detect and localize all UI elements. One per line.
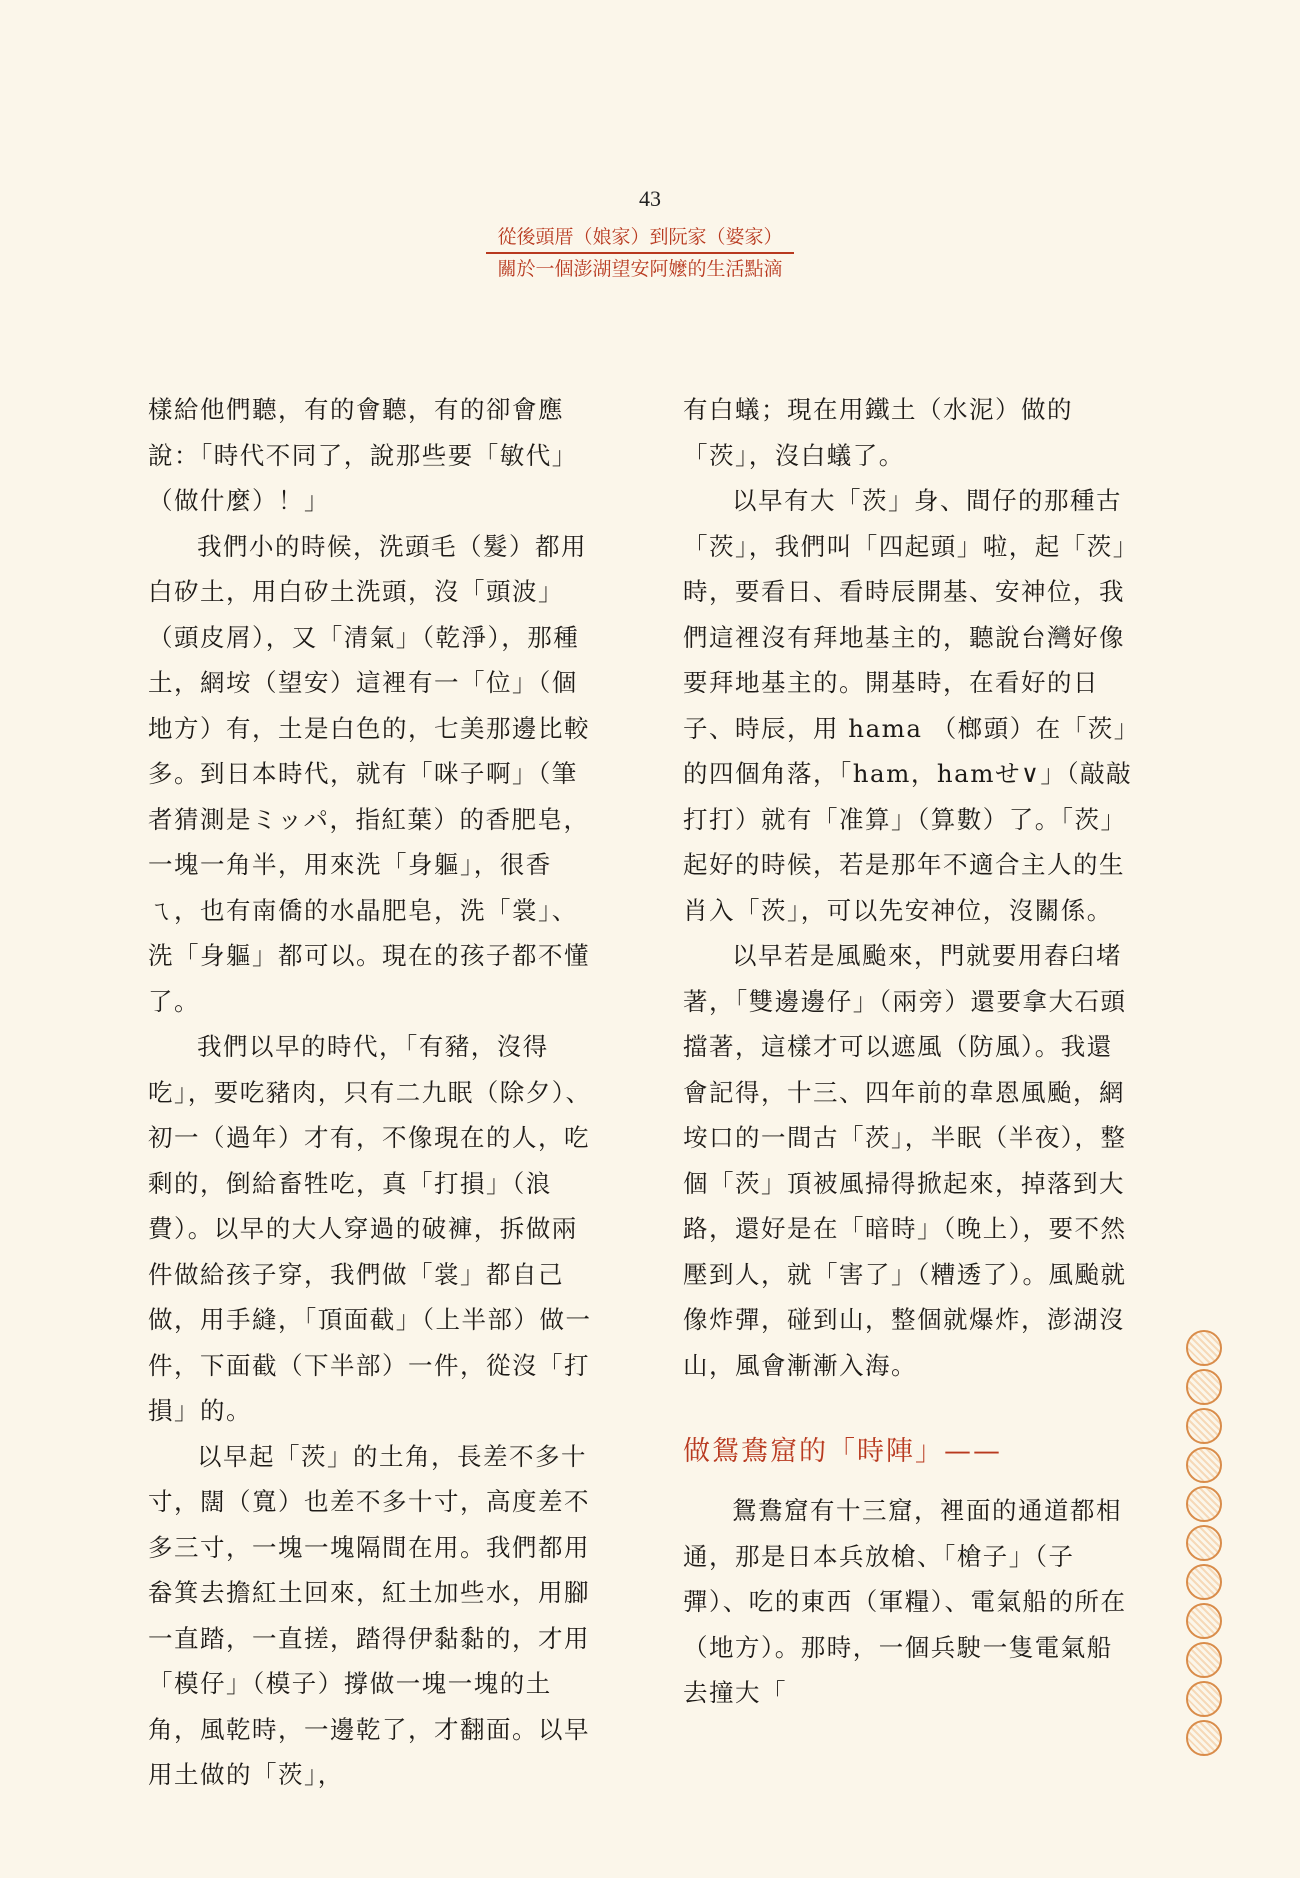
right-column	[683, 387, 1135, 1716]
ornament-bead-icon	[1186, 1447, 1222, 1483]
running-head-rule	[486, 252, 794, 254]
ornament-bead-icon	[1186, 1486, 1222, 1522]
ornament-bead-icon	[1186, 1603, 1222, 1639]
running-head-line2: 關於一個澎湖望安阿嬤的生活點滴	[497, 258, 783, 280]
paragraph: 樣給他們聽，有的會聽，有的卻會應說：「時代不同了，說那些要「敏代」（做什麼）！」	[148, 395, 578, 515]
running-head-line1: 從後頭厝（娘家）到阮家（婆家）	[497, 226, 783, 248]
paragraph: 我們小的時候，洗頭毛（髮）都用白矽土，用白矽土洗頭，沒「頭波」（頭皮屑），又「清氣」（乾淨），那種土，網垵（望安）這裡有一「位」（個地方）有，土是白色的，七美那邊比較多。到日本時代，就有「咪子啊」（筆者猜測是ミッパ，指紅葉）的香肥皂，一塊一角半，用來洗「身軀」，很香ㄟ，也有南僑的水晶肥皂，洗「裳」、洗「身軀」都可以。現在的孩子都不懂了。	[148, 531, 590, 1016]
decorative-border-ornament	[1185, 1330, 1223, 1759]
paragraph: 以早若是風颱來，門就要用舂臼堵著，「雙邊邊仔」（兩旁）還要拿大石頭擋著，這樣才可以遮風（防風）。我還會記得，十三、四年前的韋恩風颱，網垵口的一間古「茨」，半眠（半夜），整個「茨」頂被風掃得掀起來，掉落到大路，還好是在「暗時」（晚上），要不然壓到人，就「害了」（糟透了）。風颱就像炸彈，碰到山，整個就爆炸，澎湖沒山，風會漸漸入海。	[683, 941, 1127, 1380]
paragraph: 我們以早的時代，「有豬，沒得吃」，要吃豬肉，只有二九眠（除夕）、初一（過年）才有，不像現在的人，吃剩的，倒給畜牲吃，真「打損」（浪費）。以早的大人穿過的破褲，拆做兩件做給孩子穿，我們做「裳」都自己做，用手縫，「頂面截」（上半部）做一件，下面截（下半部）一件，從沒「打損」的。	[148, 1032, 592, 1425]
paragraph: 以早有大「茨」身、間仔的那種古「茨」，我們叫「四起頭」啦，起「茨」時，要看日、看時辰開基、安神位，我們這裡沒有拜地基主的，聽說台灣好像要拜地基主的。開基時，在看好的日子、時辰，用 hama （榔頭）在「茨」的四個角落，「ham，hamせ∨」（敲敲打打）就有「准算」（算數）了。「茨」起好的時候，若是那年不適合主人的生肖入「茨」，可以先安神位，沒關係。	[683, 486, 1133, 925]
ornament-bead-icon	[1186, 1369, 1222, 1405]
page-number: 43	[639, 186, 661, 211]
ornament-bead-icon	[1186, 1681, 1222, 1717]
ornament-bead-icon	[1186, 1408, 1222, 1444]
ornament-bead-icon	[1186, 1564, 1222, 1600]
paragraph: 以早起「茨」的土角，長差不多十寸，闊（寬）也差不多十寸，高度差不多三寸，一塊一塊隔間在用。我們都用畚箕去擔紅土回來，紅土加些水，用腳一直踏，一直搓，踏得伊黏黏的，才用「模仔」（模子）撐做一塊一塊的土角，風乾時，一邊乾了，才翻面。以早用土做的「茨」，	[148, 1441, 590, 1789]
paragraph: 鴛鴦窟有十三窟，裡面的通道都相通，那是日本兵放槍、「槍子」（子彈）、吃的東西（軍糧）、電氣船的所在（地方）。那時，一個兵駛一隻電氣船去撞大「	[683, 1496, 1127, 1707]
running-head	[480, 224, 800, 282]
paragraph: 有白蟻；現在用鐵土（水泥）做的「茨」，沒白蟻了。	[683, 395, 1073, 470]
left-column	[148, 387, 600, 1798]
section-heading: 做鴛鴦窟的「時陣」——	[683, 1436, 1002, 1467]
ornament-bead-icon	[1186, 1720, 1222, 1756]
ornament-bead-icon	[1186, 1642, 1222, 1678]
ornament-bead-icon	[1186, 1525, 1222, 1561]
ornament-bead-icon	[1186, 1330, 1222, 1366]
